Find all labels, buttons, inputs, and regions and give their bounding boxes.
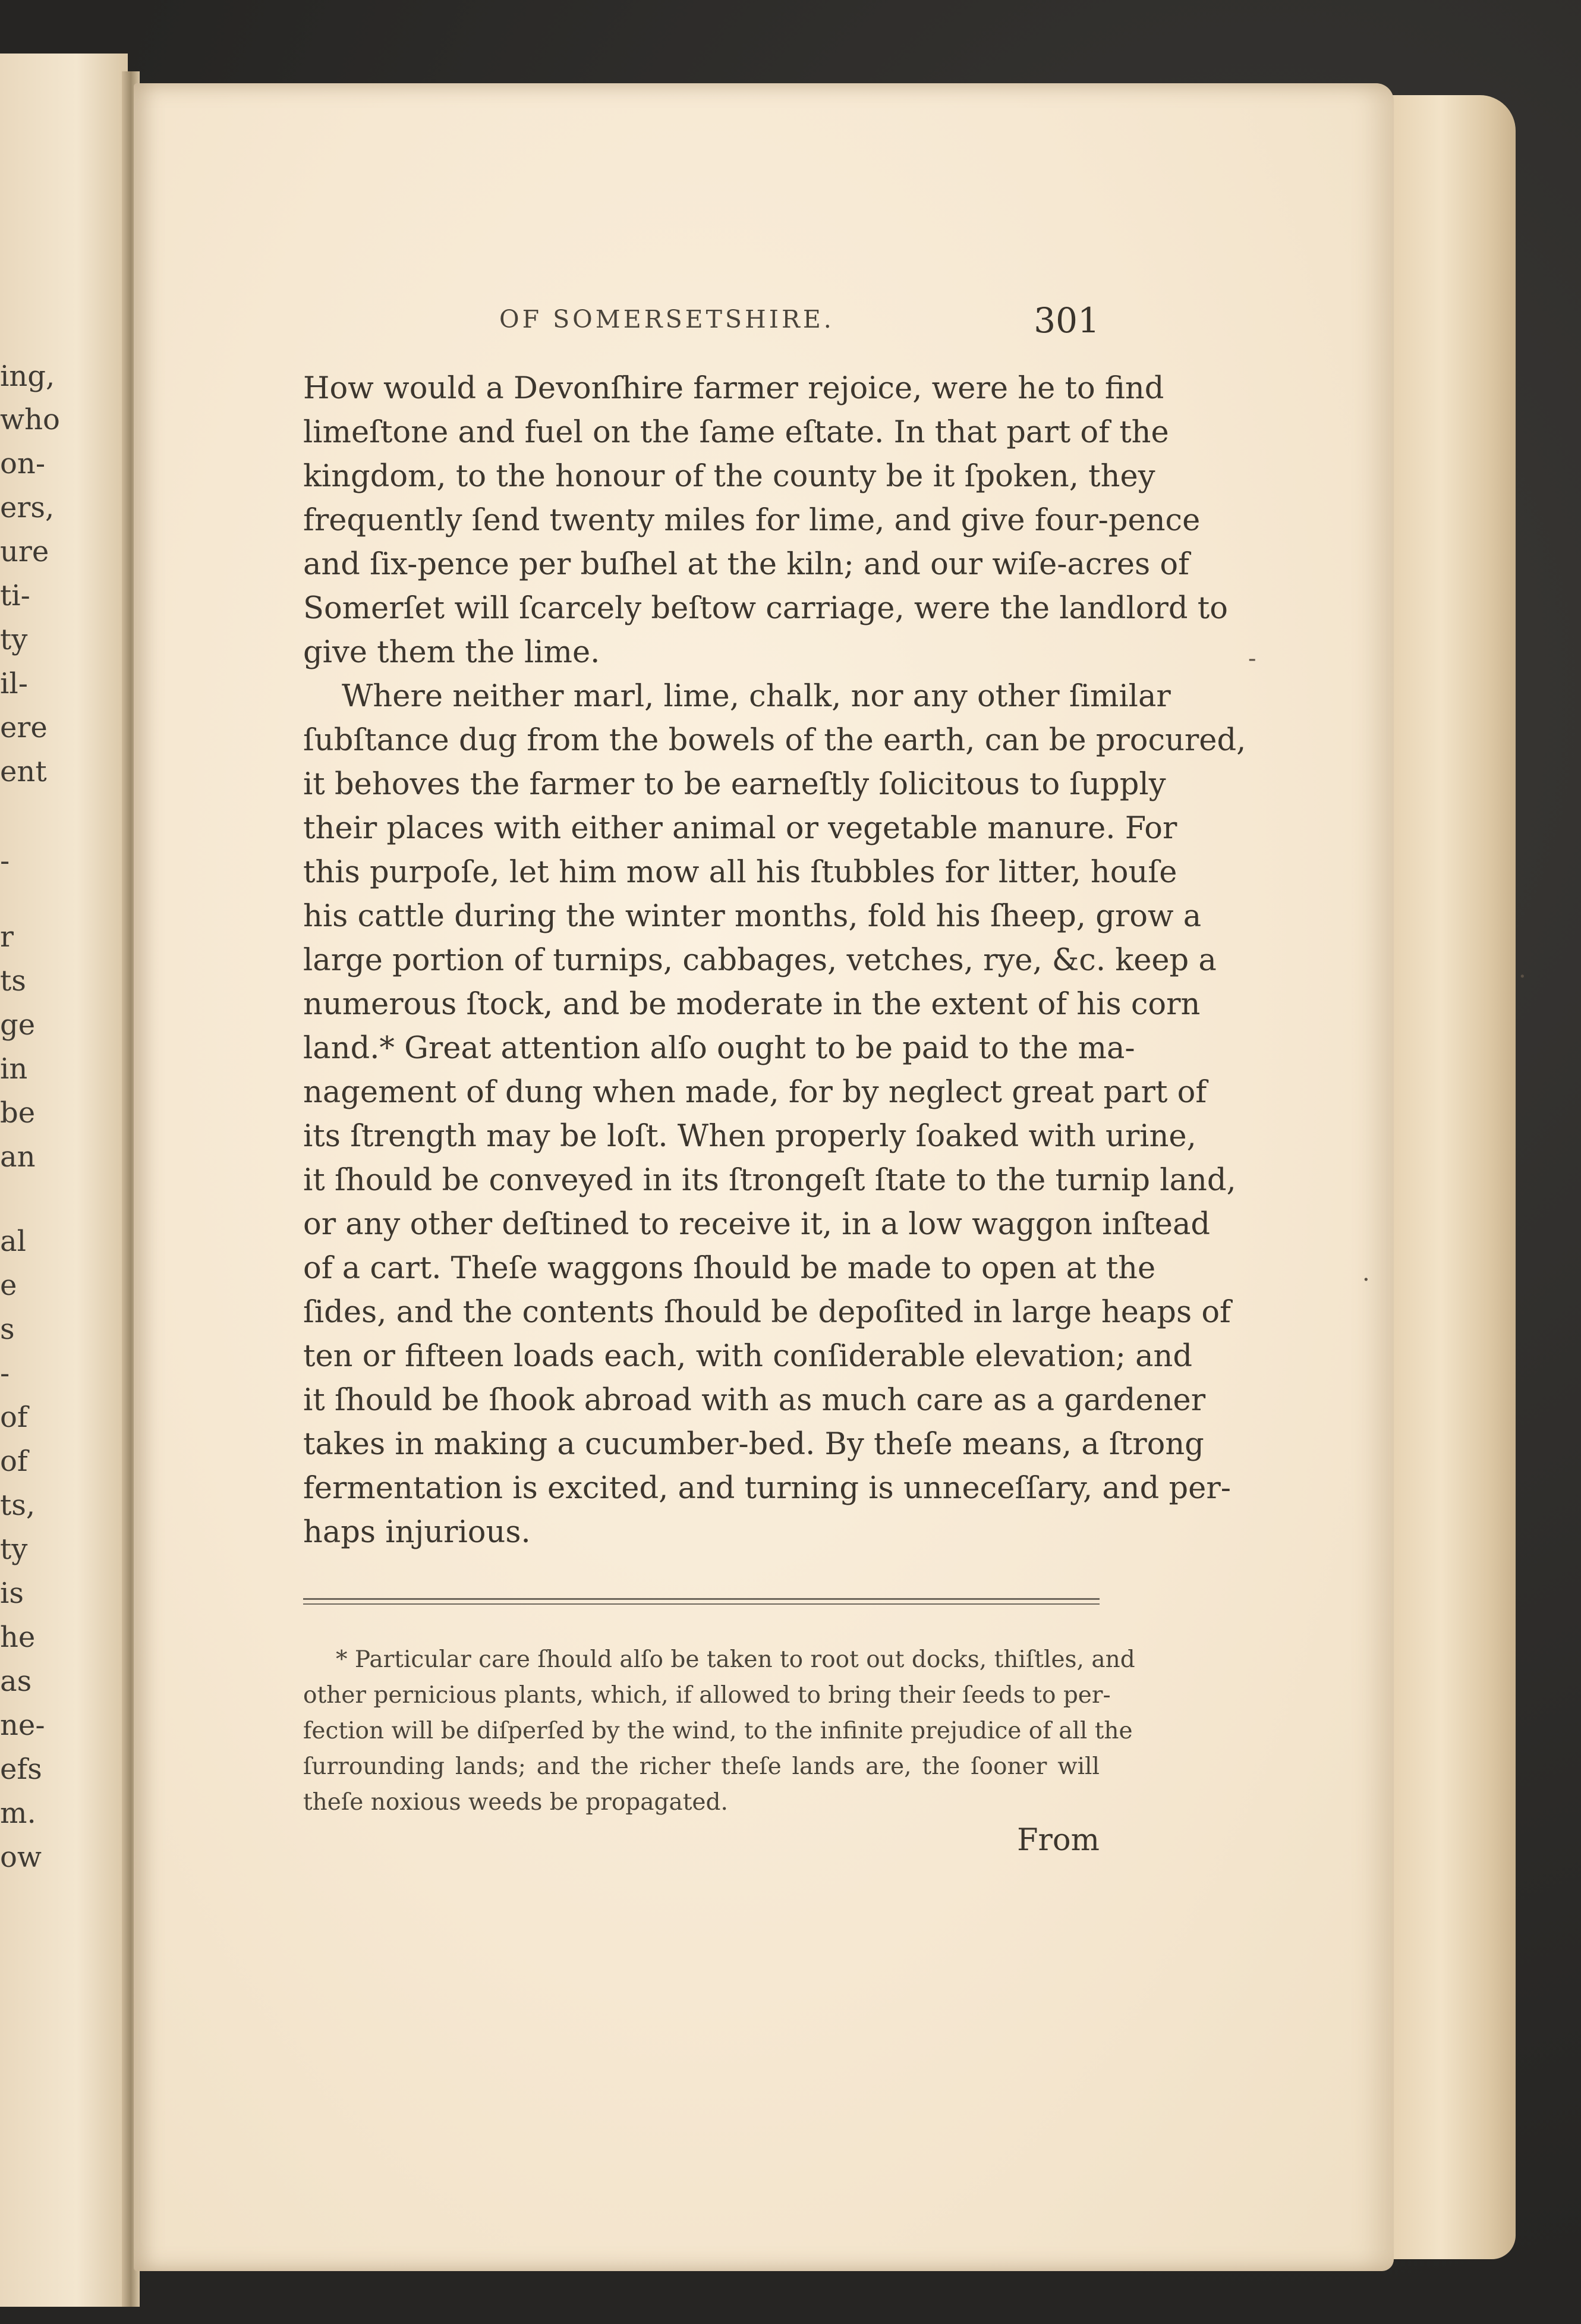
facing-page-fragment: is [0,1577,24,1610]
text-line: takes in making a cucumber-bed. By theſe means, a ſtrong [303,1427,1204,1462]
text-line: of a cart. Theſe waggons ſhould be made to open at the [303,1251,1156,1286]
facing-page-fragment: r [0,920,14,954]
text-line: it ſhould be ſhook abroad with as much care as a gardener [303,1383,1206,1418]
facing-page-fragment: al [0,1225,26,1258]
text-line: land.* Great attention alſo ought to be paid to the ma- [303,1031,1135,1066]
facing-page-fragment: ow [0,1841,42,1874]
text-line: this purpoſe, let him mow all his ſtubbles for litter, houſe [303,855,1177,890]
footnote-line: other pernicious plants, which, if allowed to bring their ſeeds to per- [303,1682,1111,1709]
facing-page-fragment: on- [0,447,46,480]
facing-page-fragment: m. [0,1797,36,1830]
footnote-line: ſurrounding lands; and the richer theſe lands are, the ſooner will [303,1753,1100,1780]
page-edges [1391,95,1516,2259]
facing-page-edge [0,54,128,2307]
text-line: haps injurious. [303,1515,531,1550]
body-text [303,367,1246,1555]
text-line: How would a Devonſhire farmer rejoice, were he to find [303,371,1164,406]
paper-speck: · [1362,1266,1370,1294]
facing-page-fragment: in [0,1052,28,1086]
facing-page-fragment: ts, [0,1489,36,1522]
text-line: his cattle during the winter months, fold his ſheep, grow a [303,899,1202,934]
facing-page-fragment: as [0,1665,32,1698]
text-line: it behoves the farmer to be earneſtly ſolicitous to ſupply [303,767,1166,802]
facing-page-fragment: - [0,844,10,878]
facing-page-fragment: s [0,1313,15,1346]
text-line: numerous ſtock, and be moderate in the extent of his corn [303,987,1201,1022]
facing-page-fragment: ty [0,623,28,656]
facing-page-fragment: be [0,1096,36,1130]
paper-speck: - [1248,645,1256,672]
catchword: From [1017,1823,1100,1858]
text-line: frequently ſend twenty miles for lime, and give four-pence [303,503,1201,538]
footnote [303,1642,1135,1820]
facing-page-text-fragments [0,54,128,2307]
facing-page-fragment: of [0,1401,28,1434]
text-line: give them the lime. [303,635,600,670]
facing-page-fragment: ts [0,964,26,998]
text-line: it ſhould be conveyed in its ſtrongeſt ſtate to the turnip land, [303,1163,1236,1198]
facing-page-fragment: e [0,1269,17,1302]
facing-page-fragment: ure [0,535,49,568]
footnote-rule [303,1603,1100,1605]
facing-page-fragment: efs [0,1753,42,1786]
text-line: and ſix-pence per buſhel at the kiln; and our wiſe-acres of [303,547,1189,582]
running-head-title: OF SOMERSETSHIRE. [499,305,834,334]
text-line: or any other deſtined to receive it, in a low waggon inſtead [303,1207,1210,1242]
facing-page-fragment: il- [0,667,28,700]
footnote-rule [303,1598,1100,1600]
text-line: Somerſet will ſcarcely beſtow carriage, were the landlord to [303,591,1228,626]
facing-page-fragment: of [0,1445,28,1478]
text-line: limeſtone and fuel on the ſame eſtate. In that part of the [303,415,1169,450]
text-line: nagement of dung when made, for by neglect great part of [303,1075,1207,1110]
text-line: kingdom, to the honour of the county be it ſpoken, they [303,459,1155,494]
facing-page-fragment: ty [0,1533,28,1566]
footnote-line: fection will be diſperſed by the wind, to the infinite prejudice of all the [303,1718,1133,1744]
facing-page-fragment: ing, [0,360,55,393]
facing-page-fragment: - [0,1357,10,1390]
text-line: ten or fifteen loads each, with conſiderable elevation; and [303,1339,1193,1374]
facing-page-fragment: ent [0,755,47,788]
facing-page-fragment: ere [0,711,48,744]
text-line: fermentation is excited, and turning is unneceſſary, and per- [303,1471,1231,1506]
footnote-line: theſe noxious weeds be propagated. [303,1789,728,1816]
facing-page-fragment: who [0,403,60,436]
text-line: large portion of turnips, cabbages, vetches, rye, &c. keep a [303,943,1217,978]
running-head [303,300,1100,342]
facing-page-fragment: he [0,1621,36,1654]
text-line: their places with either animal or vegetable manure. For [303,811,1177,846]
facing-page-fragment: an [0,1140,36,1174]
paper-speck: · [1519,963,1526,990]
facing-page-fragment: ge [0,1008,36,1042]
facing-page-fragment: ers, [0,491,55,524]
facing-page-fragment: ti- [0,579,30,612]
footnote-line: * Particular care ſhould alſo be taken to root out docks, thiſtles, and [336,1646,1135,1673]
text-line: Where neither marl, lime, chalk, nor any other ſimilar [342,679,1171,714]
page-number: 301 [1034,300,1100,341]
facing-page-fragment: ne- [0,1709,45,1742]
text-line: ſides, and the contents ſhould be depoſited in large heaps of [303,1295,1231,1330]
text-line: ſubſtance dug from the bowels of the earth, can be procured, [303,723,1246,758]
text-line: its ſtrength may be loſt. When properly ſoaked with urine, [303,1119,1196,1154]
